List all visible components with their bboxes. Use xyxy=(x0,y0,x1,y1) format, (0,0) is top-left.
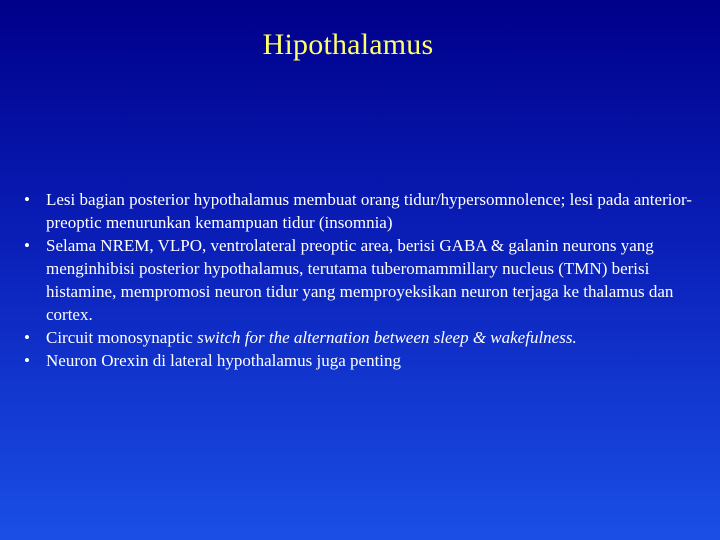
bullet-marker: • xyxy=(24,236,30,255)
bullet-text: Lesi bagian posterior hypothalamus membuat orang tidur/hypersomnolence; lesi pada anterior-preoptic menurunkan kemampuan tidur (insomnia) xyxy=(46,190,692,232)
slide-title: Hipothalamus xyxy=(262,28,434,61)
bullet-marker: • xyxy=(24,351,30,370)
bullet-text: Selama NREM, VLPO, ventrolateral preoptic area, berisi GABA & galanin neurons yang menginhibisi posterior hypothalamus, terutama tuberomammillary nucleus (TMN) berisi histamine, mempromosi neuron tidur yang memproyeksikan neuron terjaga ke thalamus dan cortex. xyxy=(46,236,674,324)
bullet-item xyxy=(22,234,698,326)
bullet-text-italic: switch for the alternation between sleep & wakefulness. xyxy=(197,328,577,347)
bullet-item xyxy=(22,349,698,372)
bullet-marker: • xyxy=(24,328,30,347)
bullet-text: Neuron Orexin di lateral hypothalamus juga penting xyxy=(46,351,402,370)
bullet-list xyxy=(22,188,698,372)
bullet-marker: • xyxy=(24,190,30,209)
bullet-item xyxy=(22,326,698,349)
bullet-text: Circuit monosynaptic xyxy=(46,328,198,347)
bullet-item xyxy=(22,188,698,234)
